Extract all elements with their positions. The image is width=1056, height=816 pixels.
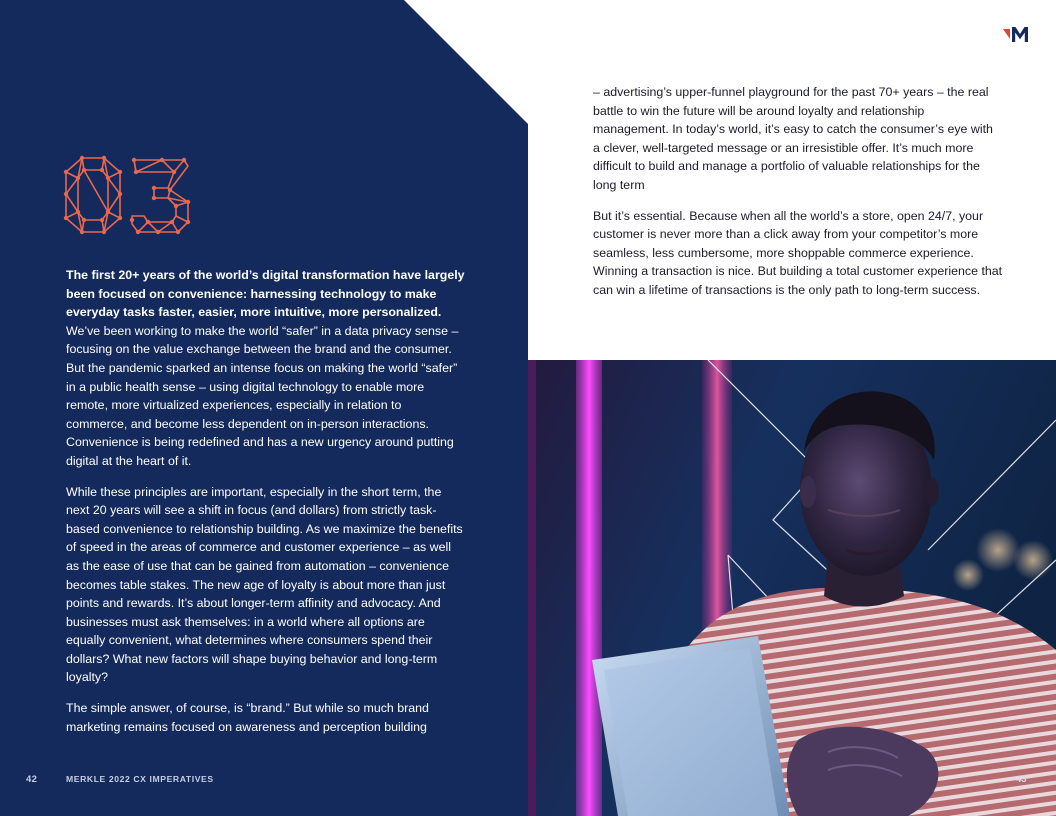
right-column-text bbox=[593, 83, 1003, 312]
left-column-text bbox=[66, 266, 466, 748]
left-paragraph-1 bbox=[66, 266, 466, 471]
hero-photo bbox=[528, 360, 1056, 816]
left-paragraph-3: The simple answer, of course, is “brand.” But while so much brand marketing remains focused on awareness and perception building bbox=[66, 701, 429, 734]
publication-title: MERKLE 2022 CX IMPERATIVES bbox=[66, 774, 214, 784]
page-number-right: 43 bbox=[1016, 774, 1027, 785]
right-paragraph-2: But it’s essential. Because when all the world’s a store, open 24/7, your customer is never more than a click away from your competitor’s more seamless, less cumbersome, more shoppable commerce experience. Winning a transaction is nice. But building a total customer experience that can win a lifetime of transactions is the only path to long-term success. bbox=[593, 208, 1003, 297]
page-number-left: 42 bbox=[26, 774, 38, 785]
left-paragraph-1-body: We’ve been working to make the world “safer” in a data privacy sense – focusing on the value exchange between the brand and the consumer. But the pandemic sparked an intense focus on making the world “safer” in a public health sense – using digital technology to enable more remote, more virtualized experiences, especially in relation to commerce, and become less dependent on in-person interactions. Convenience is being redefined and has a new urgency around putting digital at the heart of it. bbox=[66, 323, 459, 468]
left-paragraph-1-lead: The first 20+ years of the world’s digital transformation have largely been focused on convenience: harnessing technology to make everyday tasks faster, easier, more intuitive, more personalized. bbox=[66, 268, 465, 320]
merkle-logo-icon bbox=[1003, 25, 1031, 43]
right-paragraph-1: – advertising’s upper-funnel playground for the past 70+ years – the real battle to win the future will be around loyalty and relationship management. In today’s world, it’s easy to catch the consumer’s eye with a clever, well-targeted message or an irresistible offer. It’s much more difficult to build and manage a portfolio of valuable relationships for the long term bbox=[593, 85, 993, 192]
section-numeral-03 bbox=[62, 154, 194, 236]
left-paragraph-2: While these principles are important, especially in the short term, the next 20 years will see a shift in focus (and dollars) from strictly task-based convenience to relationship building. As we maximize the benefits of speed in the areas of commerce and customer experience – as well as the ease of use that can be gained from automation – convenience becomes table stakes. The new age of loyalty is about more than just points and rewards. It’s about longer-term affinity and advocacy. And businesses must ask themselves: in a world where all options are equally convenient, what determines where consumers spend their dollars? What new factors will shape buying behavior and long-term loyalty? bbox=[66, 484, 463, 685]
